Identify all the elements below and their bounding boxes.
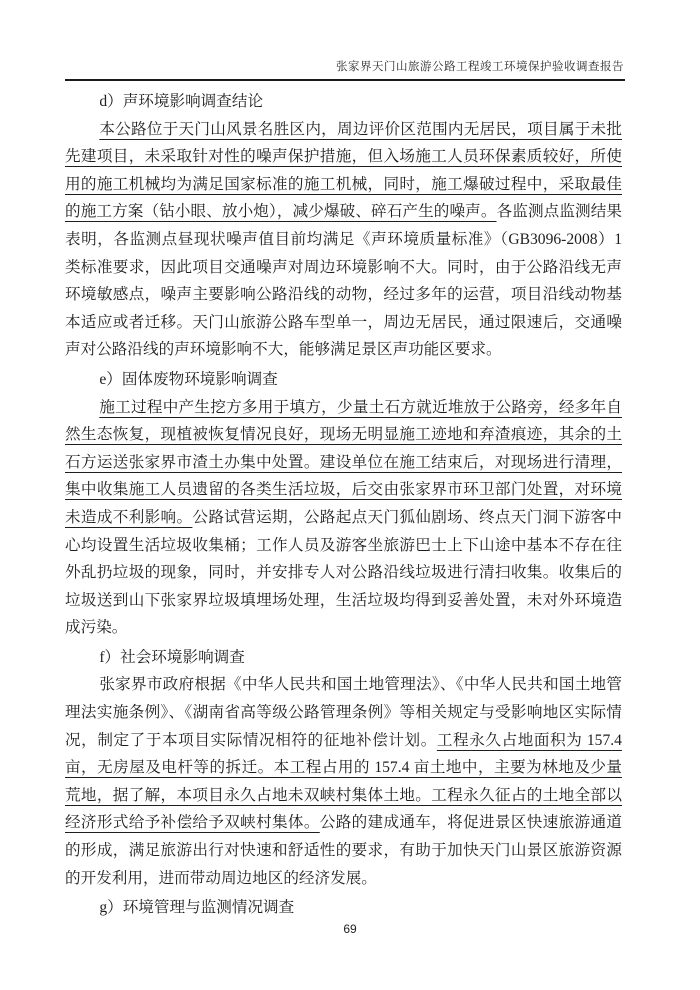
- section-heading: g）环境管理与监测情况调查: [99, 899, 295, 917]
- body-paragraph: [65, 116, 622, 364]
- underlined-text-run: 本公路位于天门山风景名胜区内，周边评价区范围内无居民，项目属于未批先建项目，未采取针对性的噪声保护措施，但入场施工人员环保素质较好，所使用的施工机械均为满足国家标准的施工机械，同时，施工爆破过程中，采取最佳的施工方案（钻小眼、放小炮），减少爆破、碎石产生的噪声。: [65, 120, 622, 221]
- text-run: 公路试营运期，公路起点天门狐仙剧场、终点天门洞下游客中心均设置生活垃圾收集桶；工作人员及游客坐旅游巴士上下山途中基本不存在往外乱扔垃圾的现象，同时，并安排专人对公路沿线垃圾进行清扫收集。收集后的垃圾送到山下张家界垃圾填埋场处理，生活垃圾均得到妥善处置，未对外环境造成污染。: [65, 508, 622, 637]
- underlined-text-run: 工程永久占地面积为 157.4 亩，无房屋及电杆等的拆迁。本工程占用的 157.4 亩土地中，主要为林地及少量荒地，据了解，本项目永久占地未双峡村集体土地。工程永久征占的土地全部以经济形式给予补偿给予双峡村集体。: [65, 731, 622, 832]
- header-rule: [65, 79, 625, 81]
- section-heading: e）固体废物环境影响调查: [99, 370, 278, 388]
- section-heading: f）社会环境影响调查: [99, 648, 245, 666]
- text-run: 各监测点监测结果表明，各监测点昼现状噪声值目前均满足《声环境质量标准》（GB3096-2008）1 类标准要求，因此项目交通噪声对周边环境影响不大。同时，由于公路沿线无声环境敏感点，噪声主要影响公路沿线的动物，经过多年的运营，项目沿线动物基本适应或者迁移。天门山旅游公路车型单一，周边无居民，通过限速后，交通噪声对公路沿线的声环境影响不大，能够满足景区声功能区要求。: [65, 203, 622, 359]
- body-paragraph: [65, 394, 622, 642]
- text-run: 公路的建成通车，将促进景区快速旅游通道的形成，满足旅游出行对快速和舒适性的要求，有助于加快天门山景区旅游资源的开发利用，进而带动周边地区的经济发展。: [65, 814, 622, 887]
- text-run: 张家界市政府根据《中华人民共和国土地管理法》、《中华人民共和国土地管理法实施条例》、《湖南省高等级公路管理条例》等相关规定与受影响地区实际情况，制定了于本项目实际情况相符的征地补偿计划。: [65, 676, 622, 749]
- section-heading: d）声环境影响调查结论: [99, 93, 264, 110]
- body-paragraph: [65, 671, 622, 892]
- underlined-text-run: 施工过程中产生挖方多用于填方，少量土石方就近堆放于公路旁，经多年自然生态恢复，现植被恢复情况良好，现场无明显施工迹地和弃渣痕迹，其余的土石方运送张家界市渣土办集中处置。建设单位在施工结束后，对现场进行清理，集中收集施工人员遗留的各类生活垃圾，后交由张家界市环卫部门处置，对环境未造成不利影响。: [65, 398, 622, 526]
- document-body: [65, 88, 622, 922]
- page-number: 69: [343, 922, 357, 936]
- report-header-title: 张家界天门山旅游公路工程竣工环境保护验收调查报告: [336, 61, 624, 73]
